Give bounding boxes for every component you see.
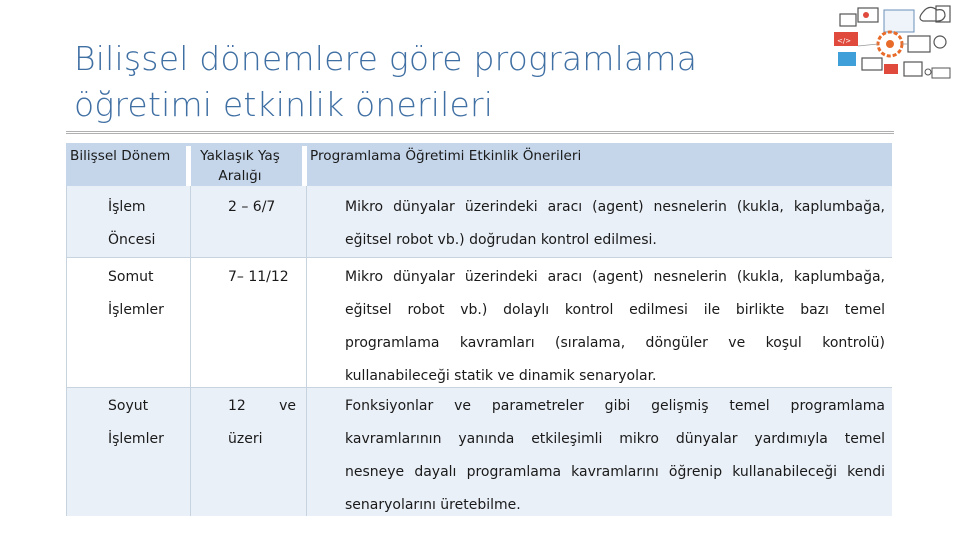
age-cell <box>228 390 296 456</box>
activity-cell <box>345 390 885 522</box>
table-row <box>108 390 188 456</box>
column-divider <box>306 186 307 516</box>
svg-text:</>: </> <box>837 37 852 45</box>
activity-line: programlama kavramları (sıralama, döngüler ve koşul kontrolü) <box>345 335 885 351</box>
period-cell-line: İşlemler <box>108 302 164 318</box>
activity-line: Fonksiyonlar ve parametreler gibi gelişmiş temel programlama <box>345 398 885 414</box>
age-cell <box>228 191 304 224</box>
table-row <box>108 261 188 327</box>
activity-line: eğitsel robot vb.) dolaylı kontrol edilmesi ile birlikte bazı temel <box>345 302 885 318</box>
activity-line: nesneye dayalı programlama kavramlarını öğrenip kullanabileceği kendi <box>345 464 885 480</box>
activity-line: senaryolarını üretebilme. <box>345 497 521 513</box>
activity-line: Mikro dünyalar üzerindeki aracı (agent) nesnelerin (kukla, kaplumbağa, <box>345 199 885 215</box>
period-cell-line: İşlemler <box>108 431 164 447</box>
age-cell-line: 12 ve <box>228 398 296 414</box>
header-age <box>190 146 290 186</box>
activity-table <box>66 143 892 516</box>
activity-line: Mikro dünyalar üzerindeki aracı (agent) nesnelerin (kukla, kaplumbağa, <box>345 269 885 285</box>
activity-cell <box>345 191 885 257</box>
header-separator <box>186 146 191 189</box>
age-cell-line: üzeri <box>228 431 263 447</box>
period-cell-line: Somut <box>108 269 154 285</box>
age-cell <box>228 261 304 294</box>
slide-title-line-1: Bilişsel dönemlere göre programlama <box>74 39 698 78</box>
header-age-line-1: Yaklaşık Yaş <box>200 148 280 164</box>
column-divider <box>190 186 191 516</box>
table-row <box>108 191 188 257</box>
header-period: Bilişsel Dönem <box>70 148 171 164</box>
activity-line: eğitsel robot vb.) doğrudan kontrol edilmesi. <box>345 232 657 248</box>
programming-collage-icon <box>828 2 954 84</box>
age-cell-line: 2 – 6/7 <box>228 199 276 215</box>
table-header <box>66 143 892 186</box>
activity-line: kavramlarının yanında etkileşimli mikro dünyalar yardımıyla temel <box>345 431 885 447</box>
activity-cell <box>345 261 885 393</box>
period-cell-line: İşlem <box>108 199 146 215</box>
slide-title <box>74 36 794 128</box>
header-activities: Programlama Öğretimi Etkinlik Önerileri <box>310 148 582 164</box>
header-separator <box>302 146 307 189</box>
period-cell-line: Soyut <box>108 398 149 414</box>
period-cell-line: Öncesi <box>108 232 156 248</box>
table-left-border <box>66 186 67 516</box>
activity-line: kullanabileceği statik ve dinamik senaryolar. <box>345 368 657 384</box>
age-cell-line: 7– 11/12 <box>228 269 289 285</box>
title-divider <box>66 131 894 134</box>
header-age-line-2: Aralığı <box>218 168 262 184</box>
slide-title-line-2: öğretimi etkinlik önerileri <box>74 85 494 124</box>
